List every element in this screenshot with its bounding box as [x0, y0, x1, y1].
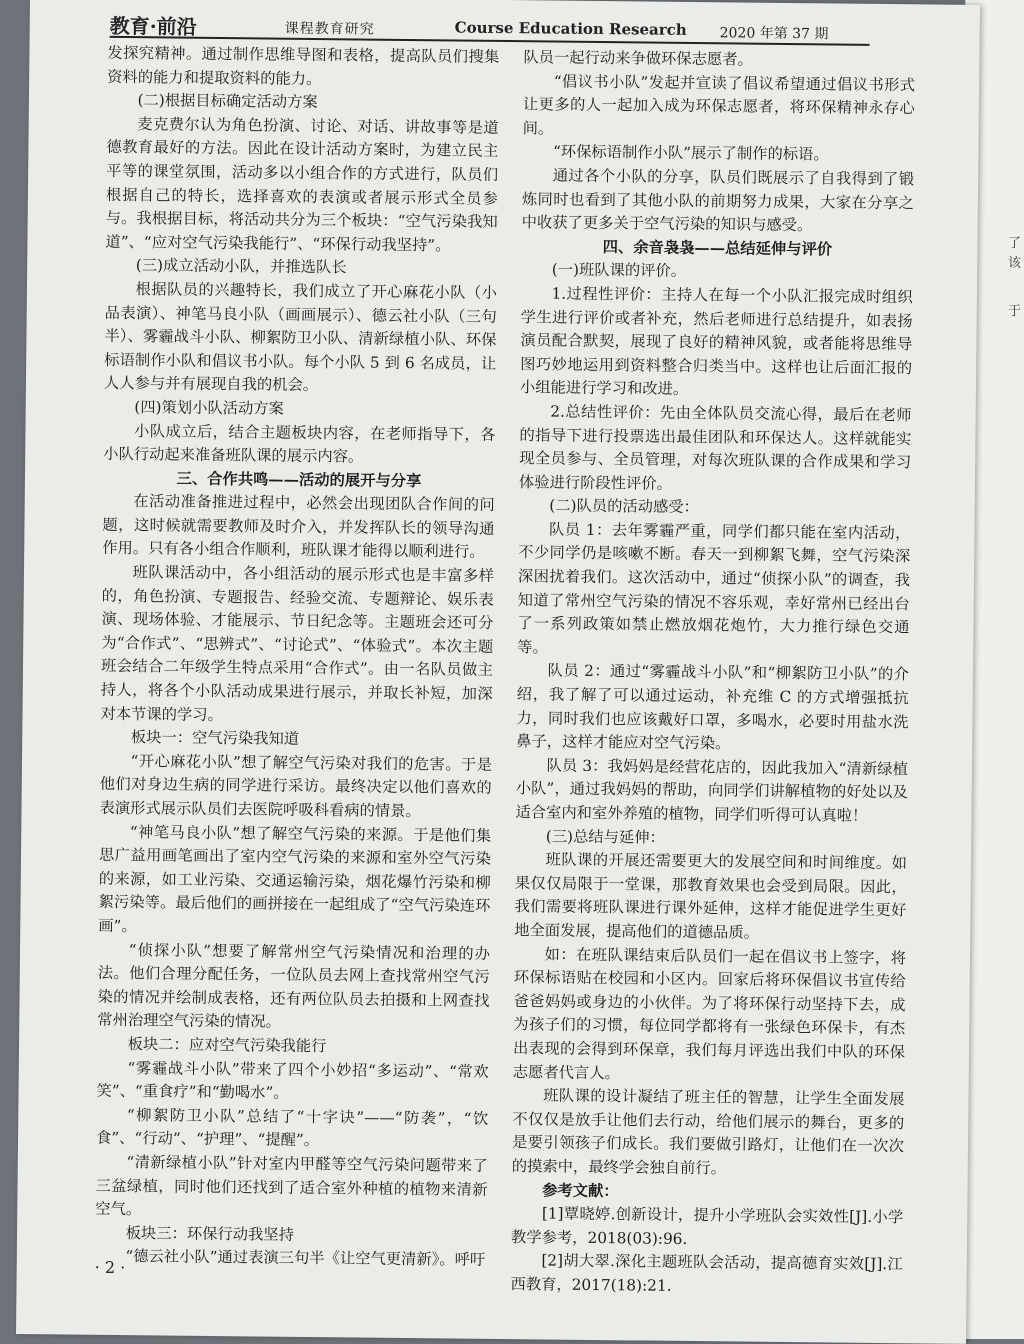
paragraph: 班队课的开展还需要更大的发展空间和时间维度。如果仅仅局限于一堂课，那教育效果也会受到局限。因此，我们需要将班队课进行课外延伸，这样才能促进学生更好地全面发展，提高他们的道德品质。 [514, 850, 908, 942]
reference-item: [1]覃晓婷.创新设计，提升小学班队会实效性[J].小学教学参考，2018(03):96. [510, 1204, 904, 1248]
paragraph: 班队课活动中，各小组活动的展示形式也是丰富多样的，角色扮演、专题报告、经验交流、专题辩论、娱乐表演、现场体验、才能展示、节日纪念等。主题班会还可分为“合作式”、“思辨式”、“讨论式”、“体验式”。本次主题班会结合二年级学生特点采用“合作式”。由一名队员做主持人，将各个小队活动成果进行展示，并取长补短，加深对本节课的学习。 [100, 563, 495, 724]
paragraph: “环保标语制作小队”展示了制作的标语。 [552, 142, 829, 164]
paragraph: 2.总结性评价：先由全体队员交流心得，最后在老师的指导下进行投票选出最佳团队和环保达人。这样就能实现全员参与、全员管理，对每次班队课的合作成果和学习体验进行阶段性评价。 [518, 402, 912, 493]
journal-name: 课程教育研究 [284, 20, 375, 38]
page-number: · 2 · [94, 1257, 126, 1278]
paragraph: “侦探小队”想要了解常州空气污染情况和治理的办法。他们合理分配任务，一位队员去网上查找常州空气污染的情况并绘制成表格，还有两位队员去拍摄和上网查找常州治理空气污染的情况。 [97, 940, 491, 1032]
paragraph: 通过各个小队的分享，队员们既展示了自我得到了锻炼同时也看到了其他小队的前期努力成果，大家在分享之中收获了更多关于空气污染的知识与感受。 [521, 166, 915, 235]
paragraph: 1.过程性评价：主持人在每一个小队汇报完成时组织学生进行评价或者补充，然后老师进行总结提升，如表扬演员配合默契，展现了良好的精神风貌，或者能将思维导图巧妙地运用到资料整合归类当中。这样也让后面汇报的小组能进行学习和改进。 [519, 284, 914, 399]
paragraph: “柳絮防卫小队”总结了“十字诀”——“防袭”，“饮食”、“行动”、“护理”、“提醒”。 [95, 1105, 489, 1150]
paragraph: “雾霾战斗小队”带来了四个小妙招“多运动”、“常欢笑”、“重食疗”和“勤喝水”。 [96, 1058, 489, 1102]
paragraph: 麦克费尔认为角色扮演、讨论、对话、讲故事等是道德教育最好的方法。因此在设计活动方案时，为建立民主平等的课堂氛围，活动多以小组合作的方式进行，队员们根据自己的特长，选择喜欢的表演或者展示形式全员参与。我根据目标，将活动共分为三个板块：“空气污染我知道”、“应对空气污染我能行”、“环保行动我坚持”。 [105, 114, 499, 255]
paragraph: 队员 2：通过“雾霾战斗小队”和“柳絮防卫小队”的介绍，我了解了可以通过运动，补充维 C 的方式增强抵抗力，同时我们也应该戴好口罩，多喝水，必要时用盐水洗鼻子，这样才能应对空气污染。 [516, 661, 910, 753]
edge-text: 该 [1008, 256, 1022, 271]
section-heading: 板块二：应对空气污染我能行 [127, 1035, 327, 1056]
section-heading: (二)根据目标确定活动方案 [137, 91, 318, 112]
paragraph: 发探究精神。通过制作思维导图和表格，提高队员们搜集资料的能力和提取资料的能力。 [107, 43, 500, 88]
paragraph: 队员 1：去年雾霾严重，同学们都只能在室内活动，不少同学仍是咳嗽不断。春天一到柳絮飞舞，空气污染深深困扰着我们。这次活动中，通过“侦探小队”的调查，我知道了常州空气污染的情况不容乐观，幸好常州已经出台了一系列政策如禁止燃放烟花炮竹，大力推行绿色交通等。 [517, 520, 911, 657]
paragraph: 根据队员的兴趣特长，我们成立了开心麻花小队（小品表演）、神笔马良小队（画画展示）、德云社小队（三句半）、雾霾战斗小队、柳絮防卫小队、清新绿植小队、环保标语制作小队和倡议书小队。每个小队 5 到 6 名成员，让人人参与并有展现自我的机会。 [103, 280, 498, 395]
section-heading: (三)总结与延伸： [545, 827, 665, 847]
reference-item: [2]胡大翠.深化主题班队会活动，提高德育实效[J].江西教育，2017(18):21. [510, 1251, 903, 1295]
paragraph: “德云社小队”通过表演三句半《让空气更清新》。呼吁 [125, 1247, 486, 1270]
edge-text: 于 [1008, 304, 1022, 319]
section-heading: (二)队员的活动感受： [549, 496, 699, 517]
section-heading: (四)策划小队活动方案 [134, 398, 285, 418]
issue-label: 2020 年第 37 期 [719, 25, 829, 43]
left-column [95, 42, 500, 1273]
paragraph: 队员一起行动来争做环保志愿者。 [523, 48, 753, 69]
section-heading: 板块三：环保行动我坚持 [125, 1223, 295, 1244]
page-header [110, 10, 870, 46]
journal-english-name: Course Education Research [454, 18, 687, 39]
paragraph: 队员 3：我妈妈是经营花店的，因此我加入“清新绿植小队”，通过我妈妈的帮助，向同学们讲解植物的好处以及适合室内和室外养殖的植物，同学们听得可认真啦！ [515, 756, 909, 825]
chapter-heading: 三、合作共鸣——活动的展开与分享 [176, 469, 422, 490]
paragraph: “神笔马良小队”想了解空气污染的来源。于是他们集思广益用画笔画出了室内空气污染的来源和室外空气污染的来源，如工业污染、交通运输污染，烟花爆竹污染和柳絮污染等。最后他们的画拼接在一起组成了“空气污染连环画”。 [98, 822, 492, 936]
chapter-heading: 四、余音袅袅——总结延伸与评价 [602, 237, 833, 259]
edge-text: 了 [1008, 236, 1022, 251]
section-heading: (三)成立活动小队，并推选队长 [135, 256, 347, 277]
section-heading: (一)班队课的评价。 [551, 260, 687, 281]
paragraph: “清新绿植小队”针对室内甲醛等空气污染问题带来了三盆绿植，同时他们还找到了适合室外种植的植物来清新空气。 [95, 1153, 488, 1219]
paragraph: 在活动准备推进过程中，必然会出现团队合作间的问题，这时候就需要教师及时介入，并发挥队长的领导沟通作用。只有各小组合作顺利，班队课才能得以顺利进行。 [102, 492, 495, 562]
paragraph: 小队成立后，结合主题板块内容，在老师指导下，各小队行动起来准备班队课的展示内容。 [103, 421, 496, 466]
journal-page [16, 0, 980, 1344]
paragraph: 班队课的设计凝结了班主任的智慧，让学生全面发展不仅仅是放手让他们去行动，给他们展示的舞台，更多的是要引领孩子们成长。我们要做引路灯，让他们在一次次的摸索中，最终学会独自前行。 [511, 1086, 905, 1178]
paragraph: “倡议书小队”发起并宣读了倡议希望通过倡议书形式让更多的人一起加入成为环保志愿者，将环保精神永存心间。 [522, 72, 916, 138]
section-heading: 板块一：空气污染我知道 [130, 728, 300, 749]
paragraph: “开心麻花小队”想了解空气污染对我们的危害。于是他们对身边生病的同学进行采访。最终决定以他们喜欢的表演形式展示队员们去医院呼吸科看病的情景。 [99, 751, 493, 821]
paragraph: 如：在班队课结束后队员们一起在倡议书上签字，将环保标语贴在校园和小区内。回家后将环保倡议书宣传给爸爸妈妈或身边的小伙伴。为了将环保行动坚持下去，成为孩子们的习惯，每位同学都将有一张绿色环保卡，有杰出表现的会得到环保章，我们每月评选出我们中队的环保志愿者代言人。 [512, 945, 907, 1082]
references-heading: 参考文献： [542, 1180, 619, 1200]
right-column [510, 46, 915, 1301]
journal-section-title: 教育·前沿 [109, 13, 197, 39]
